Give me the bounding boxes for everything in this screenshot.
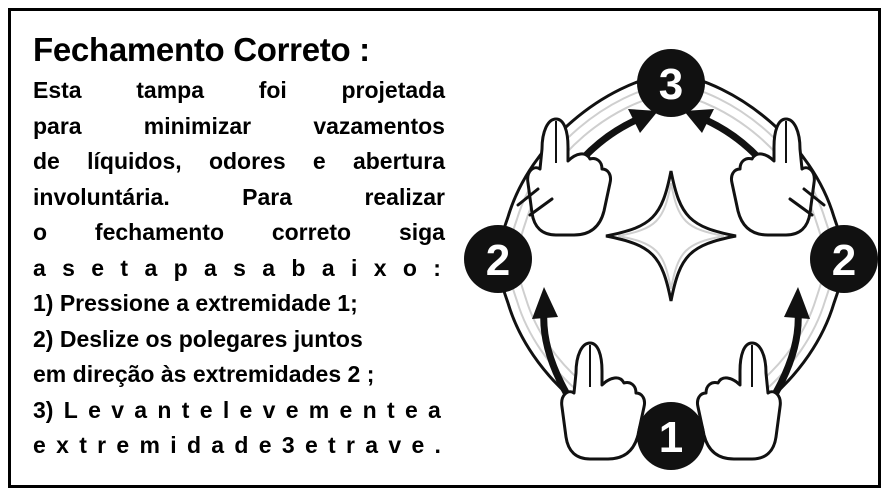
word: o	[33, 219, 48, 245]
char: r	[346, 432, 355, 458]
word: 1)	[33, 290, 54, 316]
step-line-3	[33, 357, 453, 393]
char: s	[62, 254, 75, 281]
char: l	[222, 396, 230, 423]
badge-3-label: 3	[658, 60, 684, 109]
char: x	[56, 432, 69, 458]
paragraph-line-1	[33, 73, 445, 109]
word: Esta	[33, 77, 82, 103]
char: e	[304, 432, 318, 458]
char: o	[402, 254, 417, 281]
arrow-head-left	[532, 287, 558, 319]
char: v	[111, 396, 124, 423]
instructions-panel	[33, 25, 453, 475]
char: e	[404, 396, 418, 423]
char: :	[433, 254, 441, 281]
word: os	[145, 325, 173, 352]
char: b	[291, 254, 306, 281]
char: s	[233, 254, 246, 281]
char: a	[365, 432, 379, 458]
word: e	[312, 148, 326, 174]
word: 2)	[33, 325, 54, 352]
word: fechamento	[94, 219, 224, 245]
badge-2-left-label: 2	[485, 236, 511, 285]
word: siga	[398, 219, 445, 245]
char: a	[428, 396, 441, 423]
word: involuntária.	[33, 183, 170, 210]
badge-2-right	[810, 225, 878, 293]
lid-seam	[606, 171, 736, 301]
word: a	[176, 290, 189, 316]
badge-1	[637, 402, 705, 470]
char: e	[411, 432, 425, 458]
word: às	[160, 361, 187, 387]
word: minimizar	[143, 112, 252, 139]
lid-seam-highlight	[618, 183, 724, 289]
page-title: Fechamento Correto :	[33, 31, 370, 68]
badge-2-right-label: 2	[831, 236, 857, 285]
char: .	[434, 432, 441, 458]
char: e	[116, 432, 130, 458]
word: projetada	[341, 77, 445, 103]
word: de	[33, 148, 60, 174]
char: p	[173, 254, 188, 281]
hand-bottom-left	[562, 343, 645, 459]
badge-1-label: 1	[658, 413, 684, 462]
char: e	[88, 396, 101, 423]
step-line-5	[33, 428, 441, 464]
word: abertura	[352, 148, 445, 174]
word: odores	[208, 148, 286, 174]
char: t	[181, 396, 190, 423]
char: x	[373, 254, 387, 281]
closure-diagram	[456, 21, 886, 496]
arrow-head-right	[784, 287, 810, 319]
word: Pressione	[59, 290, 170, 316]
char: e	[33, 432, 46, 458]
step-line-1	[33, 286, 453, 322]
char: t	[328, 432, 336, 458]
char: e	[285, 396, 299, 423]
word: extremidades	[192, 361, 342, 387]
char: d	[186, 432, 201, 458]
paragraph-line-3	[33, 144, 445, 180]
word: direção	[72, 361, 155, 387]
char: m	[308, 396, 330, 423]
paragraph-line-2	[33, 109, 445, 145]
char: e	[239, 396, 253, 423]
paragraph-line-4	[33, 180, 445, 216]
char: n	[362, 396, 377, 423]
char: m	[139, 432, 160, 458]
char: e	[339, 396, 353, 423]
char: t	[120, 254, 129, 281]
word: 3)	[33, 396, 54, 423]
char: t	[79, 432, 87, 458]
step-line-4	[33, 393, 441, 429]
paragraph-line-5	[33, 215, 445, 251]
char: t	[386, 396, 395, 423]
badge-3	[637, 49, 705, 117]
char: v	[388, 432, 402, 458]
char: e	[199, 396, 213, 423]
word: tampa	[136, 77, 205, 103]
word: extremidade	[195, 290, 331, 316]
word: líquidos,	[87, 148, 182, 174]
word: Para	[242, 183, 293, 210]
word: polegares	[178, 325, 288, 352]
char: a	[33, 254, 46, 281]
char: e	[91, 254, 105, 281]
char: L	[63, 396, 78, 423]
hand-bottom-right	[697, 343, 780, 459]
word: em	[33, 361, 67, 387]
char: a	[262, 254, 276, 281]
word: vazamentos	[313, 112, 445, 139]
char: e	[258, 432, 272, 458]
char: i	[350, 254, 358, 281]
char: 3	[281, 432, 295, 458]
char: i	[170, 432, 177, 458]
char: a	[321, 254, 335, 281]
word: foi	[258, 77, 287, 103]
paragraph-line-6	[33, 251, 441, 287]
char: r	[97, 432, 107, 458]
char: a	[134, 396, 148, 423]
word: correto	[271, 219, 352, 245]
char: a	[144, 254, 158, 281]
word: para	[33, 112, 82, 139]
word: Deslize	[59, 325, 140, 352]
step-line-2	[33, 322, 453, 358]
badge-2-left	[464, 225, 532, 293]
char: a	[203, 254, 217, 281]
word: 2	[347, 361, 361, 387]
char: a	[211, 432, 225, 458]
word: juntos	[293, 325, 363, 352]
char: n	[157, 396, 172, 423]
char: d	[234, 432, 249, 458]
word: ;	[366, 361, 375, 387]
bordered-frame	[8, 8, 881, 488]
word: 1;	[337, 290, 358, 316]
word: realizar	[364, 183, 445, 210]
char: v	[262, 396, 276, 423]
